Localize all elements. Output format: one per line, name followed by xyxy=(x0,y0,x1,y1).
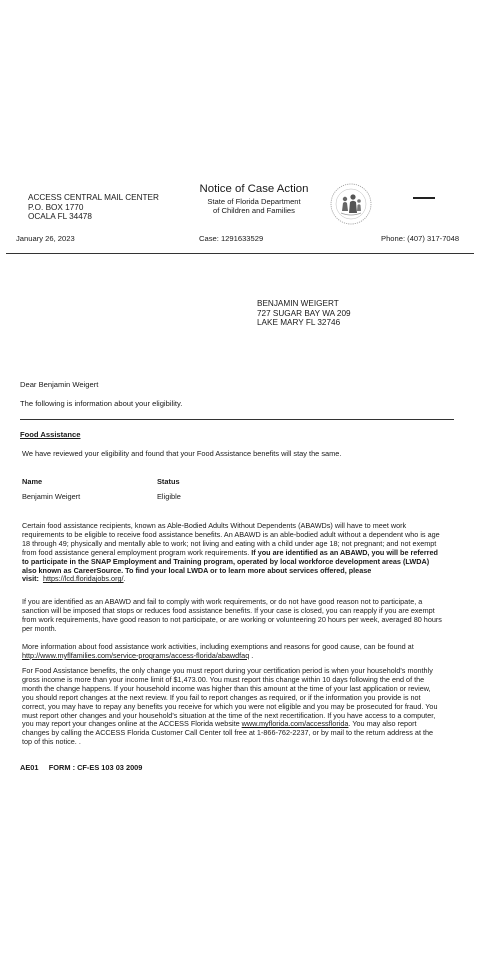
reporting-text: For Food Assistance benefits, the only change you must report during your certification period is when your household's monthly gross income is more than your income limit of $1,473.00. You must report this change within 10 days following the end of the month the change happens. If your household income was higher than this amount at the time of your last application or review, you should report changes at the next review. If you fail to report changes as required, or if the information you provide is not correct, you may have to repay any benefits you receive for which you were not eligible and you may be prosecuted for fraud. You must report other changes and your household's situation at the time of the next recertification. If you have access to a computer, you may report your changes online at the ACCESS Florida website xyxy=(22,666,438,729)
abawd-faq-link[interactable]: http://www.myflfamilies.com/service-programs/access-florida/abawdfaq xyxy=(22,650,250,660)
sanction-paragraph: If you are identified as an ABAWD and fail to comply with work requirements, or do not have good reason not to participate, a sanction will be imposed that stops or reduces food assistance benefits. If your case is closed, you can reapply if you are exempt from work requirements, have good reason to not participate, or are working or volunteering 20 hours per week, averaged 80 hours per month. xyxy=(22,597,442,633)
greeting: Dear Benjamin Weigert xyxy=(20,380,99,389)
reporting-paragraph xyxy=(22,667,442,747)
recipient-street: 727 SUGAR BAY WA 209 xyxy=(257,308,351,318)
recipient-city: LAKE MARY FL 32746 xyxy=(257,318,341,328)
careersource-link[interactable]: https://lcd.floridajobs.org/ xyxy=(42,574,124,584)
table-header-status: Status xyxy=(157,477,180,486)
header-dash xyxy=(413,197,435,199)
more-info-paragraph xyxy=(22,643,442,661)
section-title: Food Assistance xyxy=(20,430,81,439)
section-intro: We have reviewed your eligibility and found that your Food Assistance benefits will stay the same. xyxy=(22,449,342,458)
more-info-text: More information about food assistance work activities, including exemptions and reasons for good cause, can be found at xyxy=(22,642,414,651)
abawd-text: Certain food assistance recipients, known as Able-Bodied Adults Without Dependents (ABAWDs) will have to meet work requirements to be eligible to receive food assistance benefits. An ABAWD is an able-bodied adult without a dependent who is age 18 through 49; physically and mentally able to work; not living and eating with a child under age 18; not pregnant; and not exempt from food assistance general employment program work requirements. xyxy=(22,521,440,557)
form-footer: AE01 FORM : CF-ES 103 03 2009 xyxy=(20,763,143,772)
recipient-name: BENJAMIN WEIGERT xyxy=(257,299,339,308)
florida-dcf-seal-icon xyxy=(329,182,373,226)
header-divider xyxy=(6,253,474,254)
abawd-end: . xyxy=(123,574,126,584)
abawd-bold-text: If you are identified as an ABAWD, you will be referred to participate in the SNAP Employment and Training program, operated by local workforce development areas (LWDA) also known as CareerSource. To find your local LWDA or to learn more about services offered, please visit: xyxy=(22,547,438,584)
phone-number: Phone: (407) 317-7048 xyxy=(381,234,460,243)
agency-line-1: State of Florida Department xyxy=(207,197,301,206)
table-cell-status: Eligible xyxy=(157,492,181,501)
case-number: Case: 1291633529 xyxy=(199,234,264,243)
sender-address xyxy=(28,193,159,222)
sender-line-2: P.O. BOX 1770 xyxy=(28,202,84,212)
agency-name xyxy=(190,197,318,215)
more-info-end: . xyxy=(249,650,254,660)
abawd-paragraph xyxy=(22,522,442,584)
access-florida-link[interactable]: www.myflorida.com/accessflorida xyxy=(241,719,349,729)
sender-line-3: OCALA FL 34478 xyxy=(28,212,92,222)
reporting-end: . You may also report changes by calling the ACCESS Florida Customer Call Center toll free at 1-866-762-2237, or by mail to the return address at the top of this notice. . xyxy=(22,719,434,747)
agency-line-2: of Children and Families xyxy=(213,206,295,216)
letter-intro: The following is information about your eligibility. xyxy=(20,399,183,408)
notice-title: Notice of Case Action xyxy=(199,183,309,195)
table-cell-name: Benjamin Weigert xyxy=(22,492,81,501)
recipient-address xyxy=(257,299,351,328)
notice-date: January 26, 2023 xyxy=(16,234,75,243)
section-divider xyxy=(20,419,454,420)
table-header-name: Name xyxy=(22,477,43,486)
sender-line-1: ACCESS CENTRAL MAIL CENTER xyxy=(28,193,159,202)
